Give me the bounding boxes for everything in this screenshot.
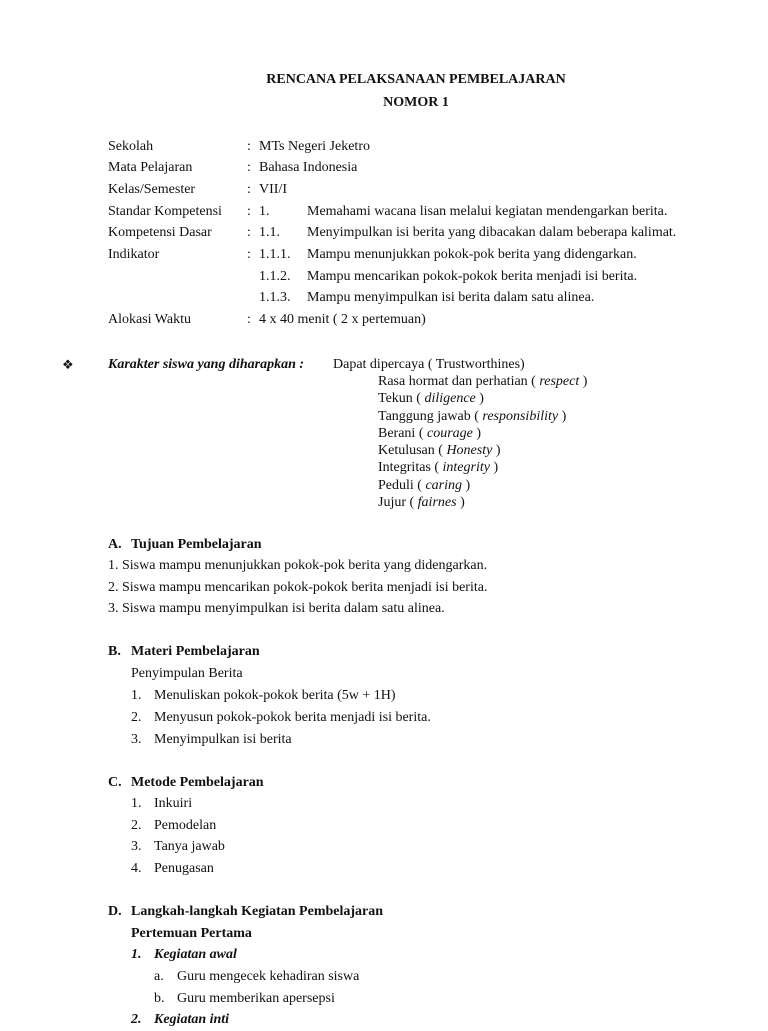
identity-value: 4 x 40 menit ( 2 x pertemuan) [259, 312, 426, 327]
meeting-heading: Pertemuan Pertama [131, 926, 252, 941]
identity-number: 1.1.3. [259, 290, 291, 305]
identity-colon: : [247, 247, 251, 262]
list-item: 3. Siswa mampu menyimpulkan isi berita dalam satu alinea. [108, 601, 445, 616]
identity-colon: : [247, 225, 251, 240]
karakter-item: Tekun ( diligence ) [378, 391, 484, 407]
identity-label: Sekolah [108, 139, 154, 154]
list-item: Menyusun pokok-pokok berita menjadi isi berita. [154, 710, 431, 725]
step-item: Guru mengecek kehadiran siswa [177, 969, 360, 984]
identity-value: MTs Negeri Jeketro [259, 139, 370, 154]
identity-colon: : [247, 139, 251, 154]
karakter-item: Berani ( courage ) [378, 425, 482, 441]
identity-number: 1.1.1. [259, 247, 291, 262]
karakter-item: Jujur ( fairnes ) [378, 495, 465, 511]
karakter-item: Ketulusan ( Honesty ) [378, 443, 501, 459]
diamond-bullet-icon: ❖ [62, 357, 74, 372]
section-letter: C. [108, 775, 122, 790]
step-item-letter: b. [154, 991, 165, 1006]
section-heading: Metode Pembelajaran [131, 775, 264, 790]
step-item-letter: a. [154, 969, 164, 984]
step-heading: Kegiatan awal [154, 947, 237, 962]
identity-row-kompetensi-dasar [0, 222, 768, 244]
karakter-item: Peduli ( caring ) [378, 477, 471, 493]
list-item: Menuliskan pokok-pokok berita (5w + 1H) [154, 688, 396, 703]
list-number: 3. [131, 732, 142, 747]
identity-colon: : [247, 182, 251, 197]
identity-label: Indikator [108, 247, 160, 262]
identity-row-standar-kompetensi [0, 201, 768, 223]
identity-label: Standar Kompetensi [108, 204, 222, 219]
list-number: 1. [131, 796, 142, 811]
identity-colon: : [247, 160, 251, 175]
identity-row-indikator [0, 244, 768, 266]
document-title: RENCANA PELAKSANAAN PEMBELAJARAN [266, 72, 566, 87]
karakter-item: Dapat dipercaya ( Trustworthines) [333, 357, 525, 372]
document-number: NOMOR 1 [383, 95, 449, 110]
list-number: 2. [131, 818, 142, 833]
list-item: Penugasan [154, 861, 214, 876]
section-letter: D. [108, 904, 122, 919]
identity-value: Bahasa Indonesia [259, 160, 358, 175]
section-heading: Langkah-langkah Kegiatan Pembelajaran [131, 904, 384, 919]
identity-row-indikator-3 [0, 287, 768, 309]
section-letter: B. [108, 644, 121, 659]
identity-number: 1.1.2. [259, 269, 291, 284]
karakter-item: Integritas ( integrity ) [378, 460, 499, 476]
list-number: 3. [131, 839, 142, 854]
step-number: 1. [131, 947, 142, 962]
identity-value: Menyimpulkan isi berita yang dibacakan dalam beberapa kalimat. [307, 225, 677, 240]
list-item: Inkuiri [154, 796, 193, 811]
step-heading: Kegiatan inti [154, 1012, 230, 1027]
list-item: Menyimpulkan isi berita [154, 732, 292, 747]
identity-colon: : [247, 312, 251, 327]
step-number: 2. [131, 1012, 142, 1027]
identity-row-mata-pelajaran [0, 157, 768, 179]
identity-row-alokasi-waktu [0, 309, 768, 331]
identity-label: Kompetensi Dasar [108, 225, 212, 240]
list-number: 2. [131, 710, 142, 725]
identity-value: VII/I [259, 182, 287, 197]
section-heading: Tujuan Pembelajaran [131, 537, 262, 552]
identity-label: Kelas/Semester [108, 182, 196, 197]
identity-number: 1.1. [259, 225, 280, 240]
list-item: Tanya jawab [154, 839, 225, 854]
list-item: 2. Siswa mampu mencarikan pokok-pokok berita menjadi isi berita. [108, 580, 488, 595]
identity-value: Mampu menunjukkan pokok-pok berita yang didengarkan. [307, 247, 637, 262]
list-item: 1. Siswa mampu menunjukkan pokok-pok berita yang didengarkan. [108, 558, 488, 573]
list-number: 4. [131, 861, 142, 876]
identity-number: 1. [259, 204, 270, 219]
step-item: Guru memberikan apersepsi [177, 991, 335, 1006]
identity-value: Mampu menyimpulkan isi berita dalam satu alinea. [307, 290, 595, 305]
identity-row-kelas [0, 179, 768, 201]
karakter-item: Rasa hormat dan perhatian ( respect ) [378, 374, 588, 389]
section-subtitle: Penyimpulan Berita [131, 666, 243, 681]
identity-label: Alokasi Waktu [108, 312, 191, 327]
identity-label: Mata Pelajaran [108, 160, 193, 175]
karakter-label: Karakter siswa yang diharapkan : [108, 357, 305, 372]
section-heading: Materi Pembelajaran [131, 644, 260, 659]
identity-value: Mampu mencarikan pokok-pokok berita menjadi isi berita. [307, 269, 638, 284]
identity-row-indikator-2 [0, 266, 768, 288]
identity-row-sekolah [0, 136, 768, 158]
list-item: Pemodelan [154, 818, 217, 833]
section-letter: A. [108, 537, 122, 552]
karakter-item: Tanggung jawab ( responsibility ) [378, 408, 567, 424]
identity-value: Memahami wacana lisan melalui kegiatan mendengarkan berita. [307, 204, 668, 219]
identity-colon: : [247, 204, 251, 219]
list-number: 1. [131, 688, 142, 703]
karakter-list [378, 373, 587, 511]
